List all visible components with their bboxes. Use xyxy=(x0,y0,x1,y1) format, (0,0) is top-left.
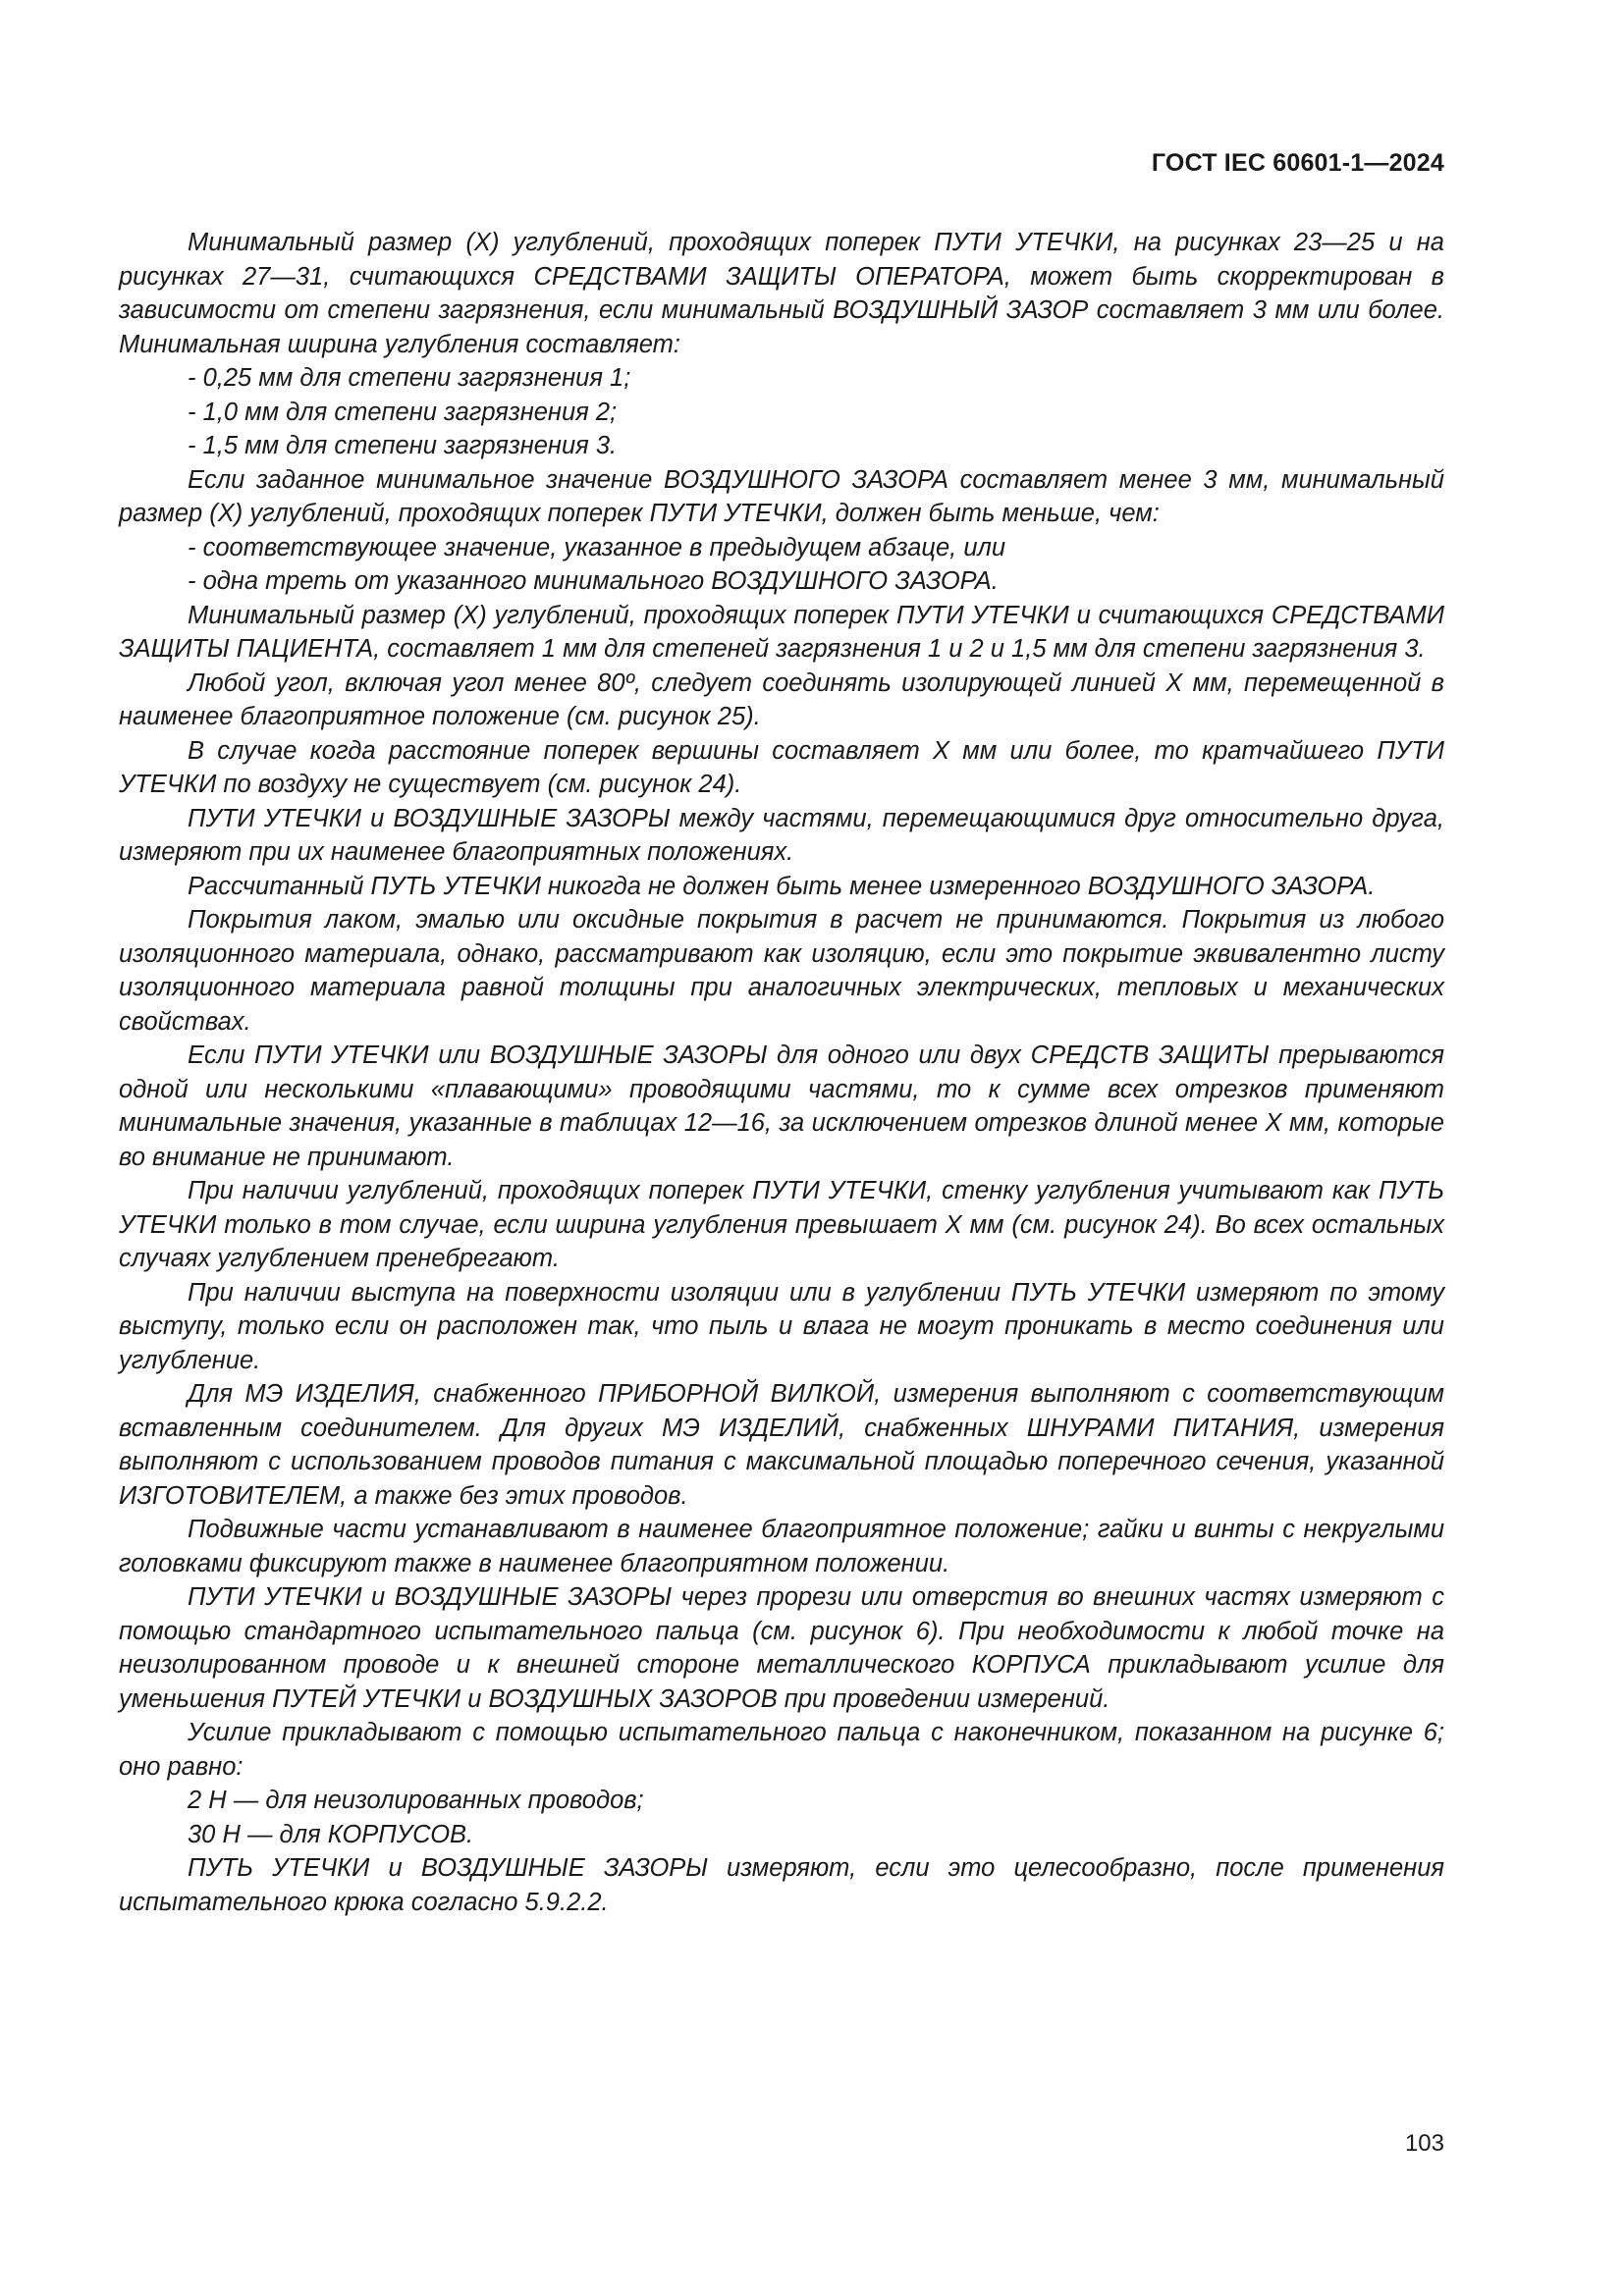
paragraph: ПУТИ УТЕЧКИ и ВОЗДУШНЫЕ ЗАЗОРЫ между частями, перемещающимися друг относительно друга, измеряют при их наименее благоприятных положениях. xyxy=(119,804,1444,866)
paragraph: При наличии углублений, проходящих поперек ПУТИ УТЕЧКИ, стенку углубления учитывают как ПУТЬ УТЕЧКИ только в том случае, если ширина углубления превышает X мм (см. рисунок 24). Во всех остальных случаях углублением пренебрегают. xyxy=(119,1177,1444,1272)
paragraph: ПУТЬ УТЕЧКИ и ВОЗДУШНЫЕ ЗАЗОРЫ измеряют, если это целесообразно, после применения испытательного крюка согласно 5.9.2.2. xyxy=(119,1854,1444,1916)
paragraph: Минимальный размер (X) углублений, проходящих поперек ПУТИ УТЕЧКИ, на рисунках 23—25 и на рисунках 27—31, считающихся СРЕДСТВАМИ ЗАЩИТЫ ОПЕРАТОРА, может быть скорректирован в зависимости от степени загрязнения, если минимальный ВОЗДУШНЫЙ ЗАЗОР составляет 3 мм или более. Минимальная ширина углубления составляет: xyxy=(119,229,1444,358)
paragraph: В случае когда расстояние поперек вершины составляет X мм или более, то кратчайшего ПУТИ УТЕЧКИ по воздуху не существует (см. рисунок 24). xyxy=(119,736,1444,798)
paragraph: Если заданное минимальное значение ВОЗДУШНОГО ЗАЗОРА составляет менее 3 мм, минимальный размер (X) углублений, проходящих поперек ПУТИ УТЕЧКИ, должен быть меньше, чем: xyxy=(119,465,1444,527)
paragraph: Покрытия лаком, эмалью или оксидные покрытия в расчет не принимаются. Покрытия из любого изоляционного материала, однако, рассматривают как изоляцию, если это покрытие эквивалентно листу изоляционного материала равной толщины при аналогичных электрических, тепловых и механических свойствах. xyxy=(119,906,1444,1036)
document-body xyxy=(119,226,1444,1919)
paragraph: Любой угол, включая угол менее 80º, следует соединять изолирующей линией X мм, перемещенной в наименее благоприятное положение (см. рисунок 25). xyxy=(119,668,1444,730)
list-item: - 1,0 мм для степени загрязнения 2; xyxy=(188,398,618,426)
paragraph: Если ПУТИ УТЕЧКИ или ВОЗДУШНЫЕ ЗАЗОРЫ для одного или двух СРЕДСТВ ЗАЩИТЫ прерываются одной или несколькими «плавающими» проводящими частями, то к сумме всех отрезков применяют минимальные значения, указанные в таблицах 12—16, за исключением отрезков длиной менее X мм, которые во внимание не принимают. xyxy=(119,1041,1444,1171)
paragraph: 2 Н — для неизолированных проводов; xyxy=(188,1787,644,1814)
paragraph: 30 Н — для КОРПУСОВ. xyxy=(188,1820,474,1848)
paragraph: Усилие прикладывают с помощью испытательного пальца с наконечником, показанном на рисунке 6; оно равно: xyxy=(119,1719,1444,1781)
paragraph: При наличии выступа на поверхности изоляции или в углублении ПУТЬ УТЕЧКИ измеряют по этому выступу, только если он расположен так, что пыль и влага не могут проникать в место соединения или углубление. xyxy=(119,1278,1444,1374)
list-item: - одна треть от указанного минимального ВОЗДУШНОГО ЗАЗОРА. xyxy=(188,567,999,595)
paragraph: Минимальный размер (X) углублений, проходящих поперек ПУТИ УТЕЧКИ и считающихся СРЕДСТВАМИ ЗАЩИТЫ ПАЦИЕНТА, составляет 1 мм для степеней загрязнения 1 и 2 и 1,5 мм для степени загрязнения 3. xyxy=(119,601,1444,663)
page-number: 103 xyxy=(1404,2130,1444,2157)
page-header-doc-code: ГОСТ IEC 60601-1—2024 xyxy=(1151,149,1444,177)
paragraph: Рассчитанный ПУТЬ УТЕЧКИ никогда не должен быть менее измеренного ВОЗДУШНОГО ЗАЗОРА. xyxy=(188,872,1376,900)
paragraph: ПУТИ УТЕЧКИ и ВОЗДУШНЫЕ ЗАЗОРЫ через прорези или отверстия во внешних частях измеряют с помощью стандартного испытательного пальца (см. рисунок 6). При необходимости к любой точке на неизолированном проводе и к внешней стороне металлического КОРПУСА прикладывают усилие для уменьшения ПУТЕЙ УТЕЧКИ и ВОЗДУШНЫХ ЗАЗОРОВ при проведении измерений. xyxy=(119,1583,1444,1713)
list-item: - соответствующее значение, указанное в предыдущем абзаце, или xyxy=(188,533,1006,561)
list-item: - 0,25 мм для степени загрязнения 1; xyxy=(188,364,631,392)
list-item: - 1,5 мм для степени загрязнения 3. xyxy=(188,432,618,459)
paragraph: Для МЭ ИЗДЕЛИЯ, снабженного ПРИБОРНОЙ ВИЛКОЙ, измерения выполняют с соответствующим вставленным соединителем. Для других МЭ ИЗДЕЛИЙ, снабженных ШНУРАМИ ПИТАНИЯ, измерения выполняют с использованием проводов питания с максимальной площадью поперечного сечения, указанной ИЗГОТОВИТЕЛЕМ, а также без этих проводов. xyxy=(119,1380,1444,1510)
paragraph: Подвижные части устанавливают в наименее благоприятное положение; гайки и винты с некруглыми головками фиксируют также в наименее благоприятном положении. xyxy=(119,1516,1444,1577)
